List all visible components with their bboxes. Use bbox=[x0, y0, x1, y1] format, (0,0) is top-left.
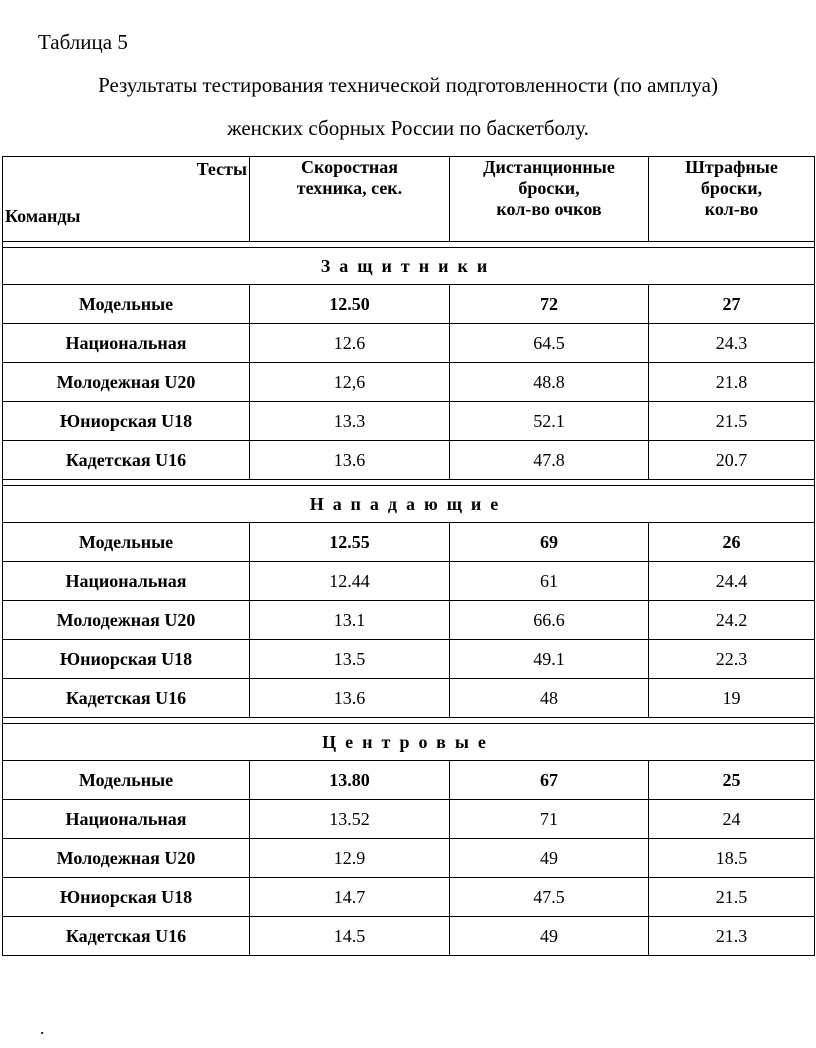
distance-cell: 61 bbox=[450, 562, 649, 601]
column-header-line: Дистанционные bbox=[483, 157, 615, 177]
team-cell: Модельные bbox=[3, 761, 250, 800]
speed-cell: 13.80 bbox=[250, 761, 450, 800]
table-row bbox=[3, 324, 815, 363]
table-title-line-2: женских сборных России по баскетболу. bbox=[227, 116, 589, 140]
column-header-line: Штрафные bbox=[685, 157, 778, 177]
team-cell: Молодежная U20 bbox=[3, 839, 250, 878]
distance-cell: 48.8 bbox=[450, 363, 649, 402]
distance-cell: 67 bbox=[450, 761, 649, 800]
table-row bbox=[3, 679, 815, 718]
table-row bbox=[3, 523, 815, 562]
table-row bbox=[3, 839, 815, 878]
column-header-speed bbox=[250, 157, 450, 242]
table-row bbox=[3, 640, 815, 679]
team-cell: Юниорская U18 bbox=[3, 878, 250, 917]
team-cell: Национальная bbox=[3, 324, 250, 363]
speed-cell: 13.6 bbox=[250, 441, 450, 480]
table-row bbox=[3, 601, 815, 640]
team-cell: Юниорская U18 bbox=[3, 402, 250, 441]
free-throws-cell: 24.2 bbox=[649, 601, 815, 640]
speed-cell: 12,6 bbox=[250, 363, 450, 402]
free-throws-cell: 21.8 bbox=[649, 363, 815, 402]
column-header-line: броски, bbox=[700, 178, 763, 198]
column-header-distance bbox=[450, 157, 649, 242]
free-throws-cell: 21.5 bbox=[649, 878, 815, 917]
corner-tests-label: Тесты bbox=[196, 159, 247, 179]
table-title-line-1: Результаты тестирования технической подготовленности (по амплуа) bbox=[98, 73, 718, 97]
group-name: Нападающие bbox=[3, 486, 815, 523]
team-cell: Национальная bbox=[3, 562, 250, 601]
free-throws-cell: 24 bbox=[649, 800, 815, 839]
table-row bbox=[3, 285, 815, 324]
team-cell: Национальная bbox=[3, 800, 250, 839]
speed-cell: 13.5 bbox=[250, 640, 450, 679]
distance-cell: 66.6 bbox=[450, 601, 649, 640]
column-header-line: техника, сек. bbox=[296, 178, 403, 198]
header-row bbox=[3, 157, 815, 242]
corner-header-cell bbox=[3, 157, 250, 242]
table-row bbox=[3, 562, 815, 601]
table-row bbox=[3, 761, 815, 800]
free-throws-cell: 26 bbox=[649, 523, 815, 562]
group-header-row bbox=[3, 248, 815, 285]
distance-cell: 52.1 bbox=[450, 402, 649, 441]
distance-cell: 69 bbox=[450, 523, 649, 562]
table-row bbox=[3, 917, 815, 956]
free-throws-cell: 20.7 bbox=[649, 441, 815, 480]
speed-cell: 13.6 bbox=[250, 679, 450, 718]
free-throws-cell: 24.3 bbox=[649, 324, 815, 363]
group-name: Защитники bbox=[3, 248, 815, 285]
speed-cell: 12.6 bbox=[250, 324, 450, 363]
distance-cell: 47.8 bbox=[450, 441, 649, 480]
column-header-free-throws bbox=[649, 157, 815, 242]
free-throws-cell: 24.4 bbox=[649, 562, 815, 601]
distance-cell: 48 bbox=[450, 679, 649, 718]
free-throws-cell: 22.3 bbox=[649, 640, 815, 679]
table-row bbox=[3, 402, 815, 441]
table-caption: Таблица 5 bbox=[38, 30, 128, 54]
distance-cell: 71 bbox=[450, 800, 649, 839]
free-throws-cell: 21.3 bbox=[649, 917, 815, 956]
free-throws-cell: 25 bbox=[649, 761, 815, 800]
corner-teams-label: Команды bbox=[5, 206, 81, 226]
team-cell: Модельные bbox=[3, 523, 250, 562]
free-throws-cell: 21.5 bbox=[649, 402, 815, 441]
distance-cell: 49.1 bbox=[450, 640, 649, 679]
column-header-line: Скоростная bbox=[300, 157, 399, 177]
free-throws-cell: 18.5 bbox=[649, 839, 815, 878]
team-cell: Модельные bbox=[3, 285, 250, 324]
distance-cell: 47.5 bbox=[450, 878, 649, 917]
distance-cell: 49 bbox=[450, 917, 649, 956]
team-cell: Кадетская U16 bbox=[3, 441, 250, 480]
column-header-line: кол-во bbox=[704, 199, 759, 219]
team-cell: Юниорская U18 bbox=[3, 640, 250, 679]
speed-cell: 12.44 bbox=[250, 562, 450, 601]
speed-cell: 13.3 bbox=[250, 402, 450, 441]
table-row bbox=[3, 878, 815, 917]
team-cell: Кадетская U16 bbox=[3, 917, 250, 956]
speed-cell: 13.52 bbox=[250, 800, 450, 839]
speed-cell: 12.55 bbox=[250, 523, 450, 562]
speed-cell: 14.7 bbox=[250, 878, 450, 917]
distance-cell: 72 bbox=[450, 285, 649, 324]
distance-cell: 64.5 bbox=[450, 324, 649, 363]
free-throws-cell: 27 bbox=[649, 285, 815, 324]
table-row bbox=[3, 363, 815, 402]
speed-cell: 13.1 bbox=[250, 601, 450, 640]
team-cell: Кадетская U16 bbox=[3, 679, 250, 718]
distance-cell: 49 bbox=[450, 839, 649, 878]
team-cell: Молодежная U20 bbox=[3, 363, 250, 402]
free-throws-cell: 19 bbox=[649, 679, 815, 718]
footer-dot: . bbox=[40, 1018, 45, 1038]
column-header-line: кол-во очков bbox=[496, 199, 602, 219]
group-name: Центровые bbox=[3, 724, 815, 761]
table-row bbox=[3, 800, 815, 839]
results-table bbox=[2, 156, 815, 956]
speed-cell: 12.50 bbox=[250, 285, 450, 324]
table-row bbox=[3, 441, 815, 480]
speed-cell: 14.5 bbox=[250, 917, 450, 956]
column-header-line: броски, bbox=[518, 178, 580, 198]
group-header-row bbox=[3, 724, 815, 761]
speed-cell: 12.9 bbox=[250, 839, 450, 878]
group-header-row bbox=[3, 486, 815, 523]
team-cell: Молодежная U20 bbox=[3, 601, 250, 640]
